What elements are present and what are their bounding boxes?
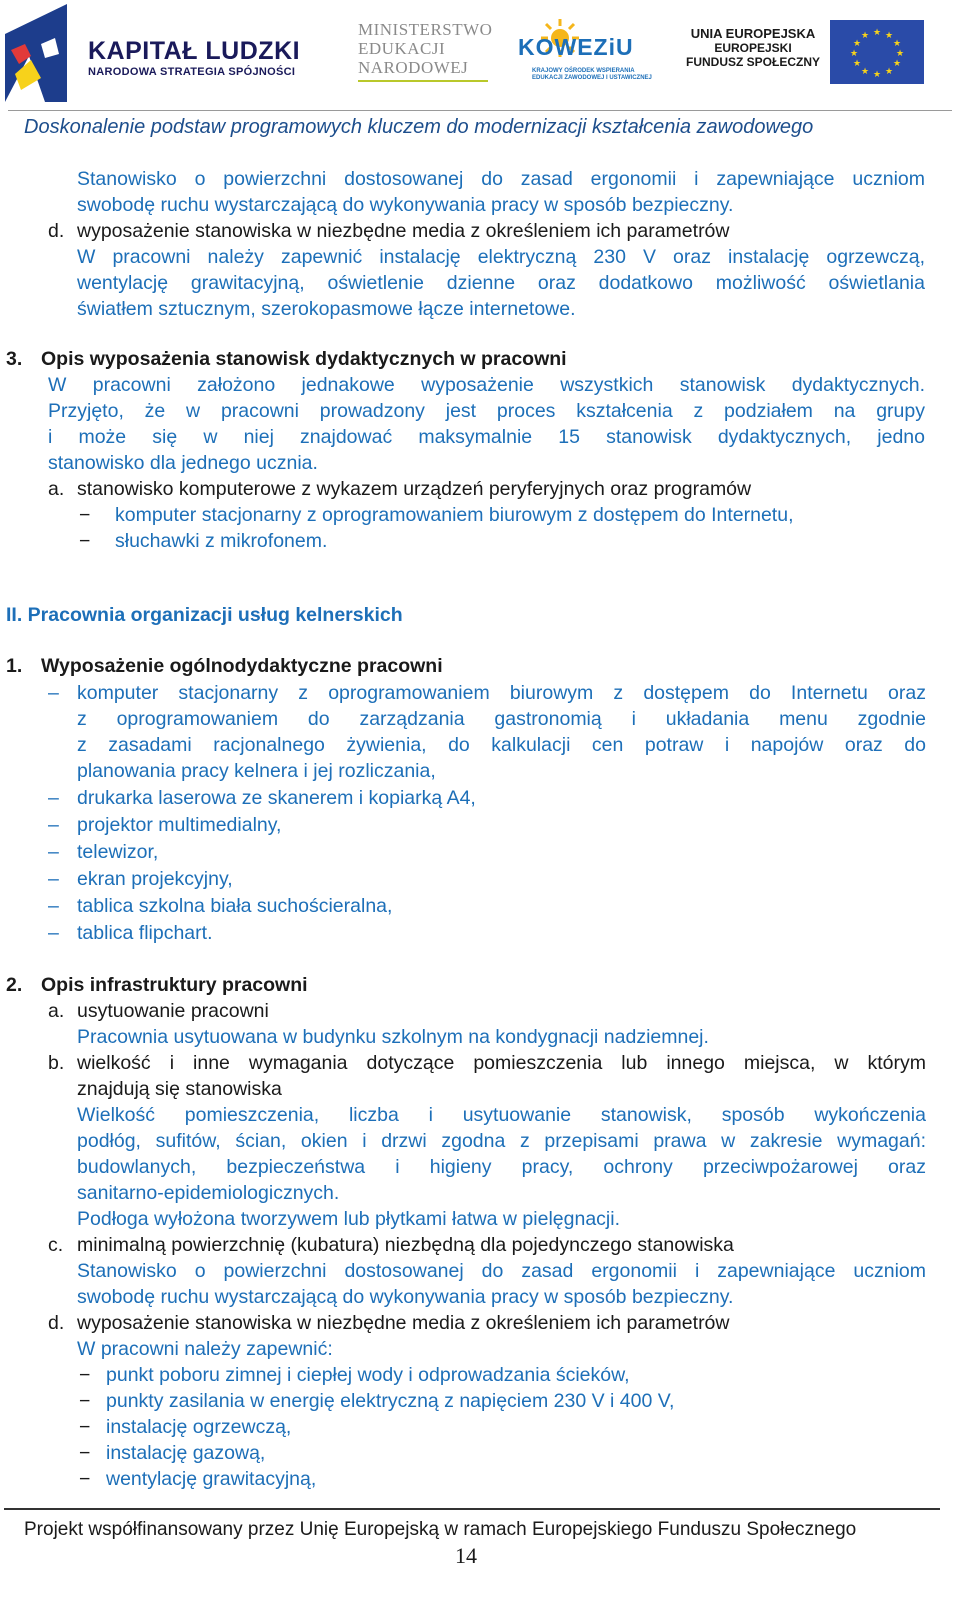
- kapital-ludzki-title: KAPITAŁ LUDZKI: [88, 37, 301, 65]
- s2d-item-2: punkty zasilania w energię elektryczną z napięciem 230 V i 400 V,: [106, 1390, 675, 1412]
- svg-text:★: ★: [872, 28, 882, 38]
- s1-item-2: drukarka laserowa ze skanerem i kopiarką A4,: [77, 787, 476, 809]
- list-dash: −: [79, 530, 91, 552]
- p1-line-1: Stanowisko o powierzchni dostosowanej do zasad ergonomii i zapewniające uczniom: [77, 168, 925, 190]
- s2b-text-1: Wielkość pomieszczenia, liczba i usytuowanie stanowisk, sposób wykończenia: [77, 1104, 926, 1126]
- list-dash: −: [79, 1442, 91, 1464]
- eu-line-3: FUNDUSZ SPOŁECZNY: [686, 55, 821, 69]
- s1-item-6: tablica szkolna biała suchościeralna,: [77, 895, 393, 917]
- s1-item1-line-2: z oprogramowaniem do zarządzania gastronomią i układania menu zgodnie: [77, 708, 926, 730]
- s2d-item-4: instalację gazową,: [106, 1442, 266, 1464]
- ministry-line-3: NARODOWEJ: [358, 58, 469, 77]
- svg-text:★: ★: [852, 59, 862, 69]
- s2b-text-4: sanitarno-epidemiologicznych.: [77, 1182, 340, 1204]
- kowezu-sub-line-1: KRAJOWY OŚRODEK WSPIERANIA: [532, 68, 635, 74]
- s2c-line-1: Stanowisko o powierzchni dostosowanej do zasad ergonomii i zapewniające uczniom: [77, 1260, 926, 1282]
- s3-heading: Opis wyposażenia stanowisk dydaktycznych w pracowni: [41, 348, 567, 370]
- s2c-marker: c.: [48, 1234, 64, 1256]
- kowezu-name: KOWEZiU: [518, 34, 634, 60]
- s1-item-4: telewizor,: [77, 841, 159, 863]
- s2-number: 2.: [6, 974, 23, 996]
- footer-text: Projekt współfinansowany przez Unię Europejską w ramach Europejskiego Funduszu Społecznego: [24, 1519, 857, 1540]
- svg-text:★: ★: [884, 67, 894, 77]
- s2d-item-3: instalację ogrzewczą,: [106, 1416, 292, 1438]
- list-dash: −: [79, 1364, 91, 1386]
- s3-number: 3.: [6, 348, 23, 370]
- p1-line-2: swobodę ruchu wystarczającą do wykonywania pracy w sposób bezpieczny.: [77, 194, 734, 216]
- s2a-marker: a.: [48, 1000, 65, 1022]
- s2-heading: Opis infrastruktury pracowni: [41, 974, 308, 996]
- s2d-intro: W pracowni należy zapewnić:: [77, 1338, 333, 1360]
- svg-text:★: ★: [872, 70, 882, 80]
- ministry-line-1: MINISTERSTWO: [358, 20, 493, 39]
- s2d-heading: wyposażenie stanowiska w niezbędne media z określeniem ich parametrów: [77, 1312, 730, 1334]
- s3-line-2: Przyjęto, że w pracowni prowadzony jest proces kształcenia z podziałem na grupy: [48, 400, 925, 422]
- s2c-line-2: swobodę ruchu wystarczającą do wykonywania pracy w sposób bezpieczny.: [77, 1286, 734, 1308]
- svg-text:★: ★: [860, 31, 870, 41]
- s3a-marker: a.: [48, 478, 65, 500]
- header-logos: [0, 0, 960, 110]
- list-dash: –: [48, 922, 59, 944]
- ministry-line-2: EDUKACJI: [358, 39, 446, 58]
- s2d-item-1: punkt poboru zimnej i ciepłej wody i odprowadzania ścieków,: [106, 1364, 630, 1386]
- kowezu-sub-line-2: EDUKACJI ZAWODOWEJ I USTAWICZNEJ: [532, 75, 652, 81]
- s1-item1-line-4: planowania pracy kelnera i jej rozliczania,: [77, 760, 436, 782]
- s3-line-4: stanowisko dla jednego ucznia.: [48, 452, 318, 474]
- s2d-marker: d.: [48, 1312, 65, 1334]
- s1-heading: Wyposażenie ogólnodydaktyczne pracowni: [41, 655, 443, 677]
- footer-rule: [4, 1508, 940, 1510]
- s2b-text-2: podłóg, sufitów, ścian, okien i drzwi zgodna z przepisami prawa w zakresie wymagań:: [77, 1130, 926, 1152]
- s2b-text-5: Podłoga wyłożona tworzywem lub płytkami łatwa w pielęgnacji.: [77, 1208, 621, 1230]
- list-dash: –: [48, 787, 59, 809]
- list-dash: –: [48, 895, 59, 917]
- s3-line-1: W pracowni założono jednakowe wyposażenie wszystkich stanowisk dydaktycznych.: [48, 374, 925, 396]
- header-rule: [8, 110, 952, 111]
- kowezu-subtitle: [532, 68, 652, 82]
- s2b-marker: b.: [48, 1052, 65, 1074]
- list-dash: −: [79, 504, 91, 526]
- ministry-logo: [358, 20, 492, 77]
- s1-item-5: ekran projekcyjny,: [77, 868, 233, 890]
- s2b-heading-line-1: wielkość i inne wymagania dotyczące pomieszczenia lub innego miejsca, w którym: [77, 1052, 926, 1074]
- s1-item1-line-1: komputer stacjonarny z oprogramowaniem biurowym z dostępem do Internetu oraz: [77, 682, 926, 704]
- d1-line-3: światłem sztucznym, szerokopasmowe łącze internetowe.: [77, 298, 576, 320]
- s2c-heading: minimalną powierzchnię (kubatura) niezbędną dla pojedynczego stanowiska: [77, 1234, 734, 1256]
- d1-line-1: W pracowni należy zapewnić instalację elektryczną 230 V oraz instalację ogrzewczą,: [77, 246, 925, 268]
- d1-marker: d.: [48, 220, 65, 242]
- s3-line-3: i może się w niej znajdować maksymalnie 15 stanowisk dydaktycznych, jedno: [48, 426, 925, 448]
- s2b-heading-line-2: znajdują się stanowiska: [77, 1078, 282, 1100]
- section-II-heading: II. Pracownia organizacji usług kelnerskich: [6, 604, 403, 626]
- s3a-heading: stanowisko komputerowe z wykazem urządzeń peryferyjnych oraz programów: [77, 478, 752, 500]
- kowezu-logo: [518, 22, 668, 94]
- eu-flag-icon: [830, 20, 924, 84]
- eu-line-1: UNIA EUROPEJSKA: [690, 26, 816, 41]
- s2a-text: Pracownia usytuowana w budynku szkolnym na kondygnacji nadziemnej.: [77, 1026, 709, 1048]
- ministry-underline: [358, 80, 488, 82]
- eu-line-2: EUROPEJSKI: [714, 41, 792, 55]
- s1-item-7: tablica flipchart.: [77, 922, 213, 944]
- kapital-ludzki-logo-mark: [5, 4, 75, 102]
- svg-text:★: ★: [849, 49, 859, 59]
- s3a-item-1: komputer stacjonarny z oprogramowaniem biurowym z dostępem do Internetu,: [115, 504, 794, 526]
- list-dash: −: [79, 1416, 91, 1438]
- page-number: 14: [455, 1543, 477, 1568]
- list-dash: –: [48, 682, 59, 704]
- s2d-item-5: wentylację grawitacyjną,: [106, 1468, 317, 1490]
- s2b-text-3: budowlanych, bezpieczeństwa i higieny pracy, ochrony przeciwpożarowej oraz: [77, 1156, 926, 1178]
- d1-heading: wyposażenie stanowiska w niezbędne media z określeniem ich parametrów: [77, 220, 730, 242]
- eu-fund-logo-text: [686, 26, 820, 69]
- s3a-item-2: słuchawki z mikrofonem.: [115, 530, 328, 552]
- svg-text:★: ★: [895, 49, 905, 59]
- document-header-title: Doskonalenie podstaw programowych kluczem do modernizacji kształcenia zawodowego: [24, 116, 814, 138]
- s1-item-3: projektor multimedialny,: [77, 814, 282, 836]
- svg-text:★: ★: [884, 31, 894, 41]
- list-dash: −: [79, 1390, 91, 1412]
- svg-text:★: ★: [892, 59, 902, 69]
- s1-number: 1.: [6, 655, 23, 677]
- svg-text:★: ★: [852, 39, 862, 49]
- svg-text:★: ★: [892, 39, 902, 49]
- svg-text:★: ★: [860, 67, 870, 77]
- s1-item1-line-3: z zasadami racjonalnego żywienia, do kalkulacji cen potraw i napojów oraz do: [77, 734, 926, 756]
- d1-line-2: wentylację grawitacyjną, oświetlenie dzienne oraz dodatkowo możliwość oświetlania: [77, 272, 925, 294]
- list-dash: –: [48, 868, 59, 890]
- list-dash: −: [79, 1468, 91, 1490]
- kapital-ludzki-subtitle: NARODOWA STRATEGIA SPÓJNOŚCI: [88, 66, 296, 78]
- list-dash: –: [48, 841, 59, 863]
- s2a-heading: usytuowanie pracowni: [77, 1000, 269, 1022]
- kapital-ludzki-logo-text: [88, 38, 300, 78]
- list-dash: –: [48, 814, 59, 836]
